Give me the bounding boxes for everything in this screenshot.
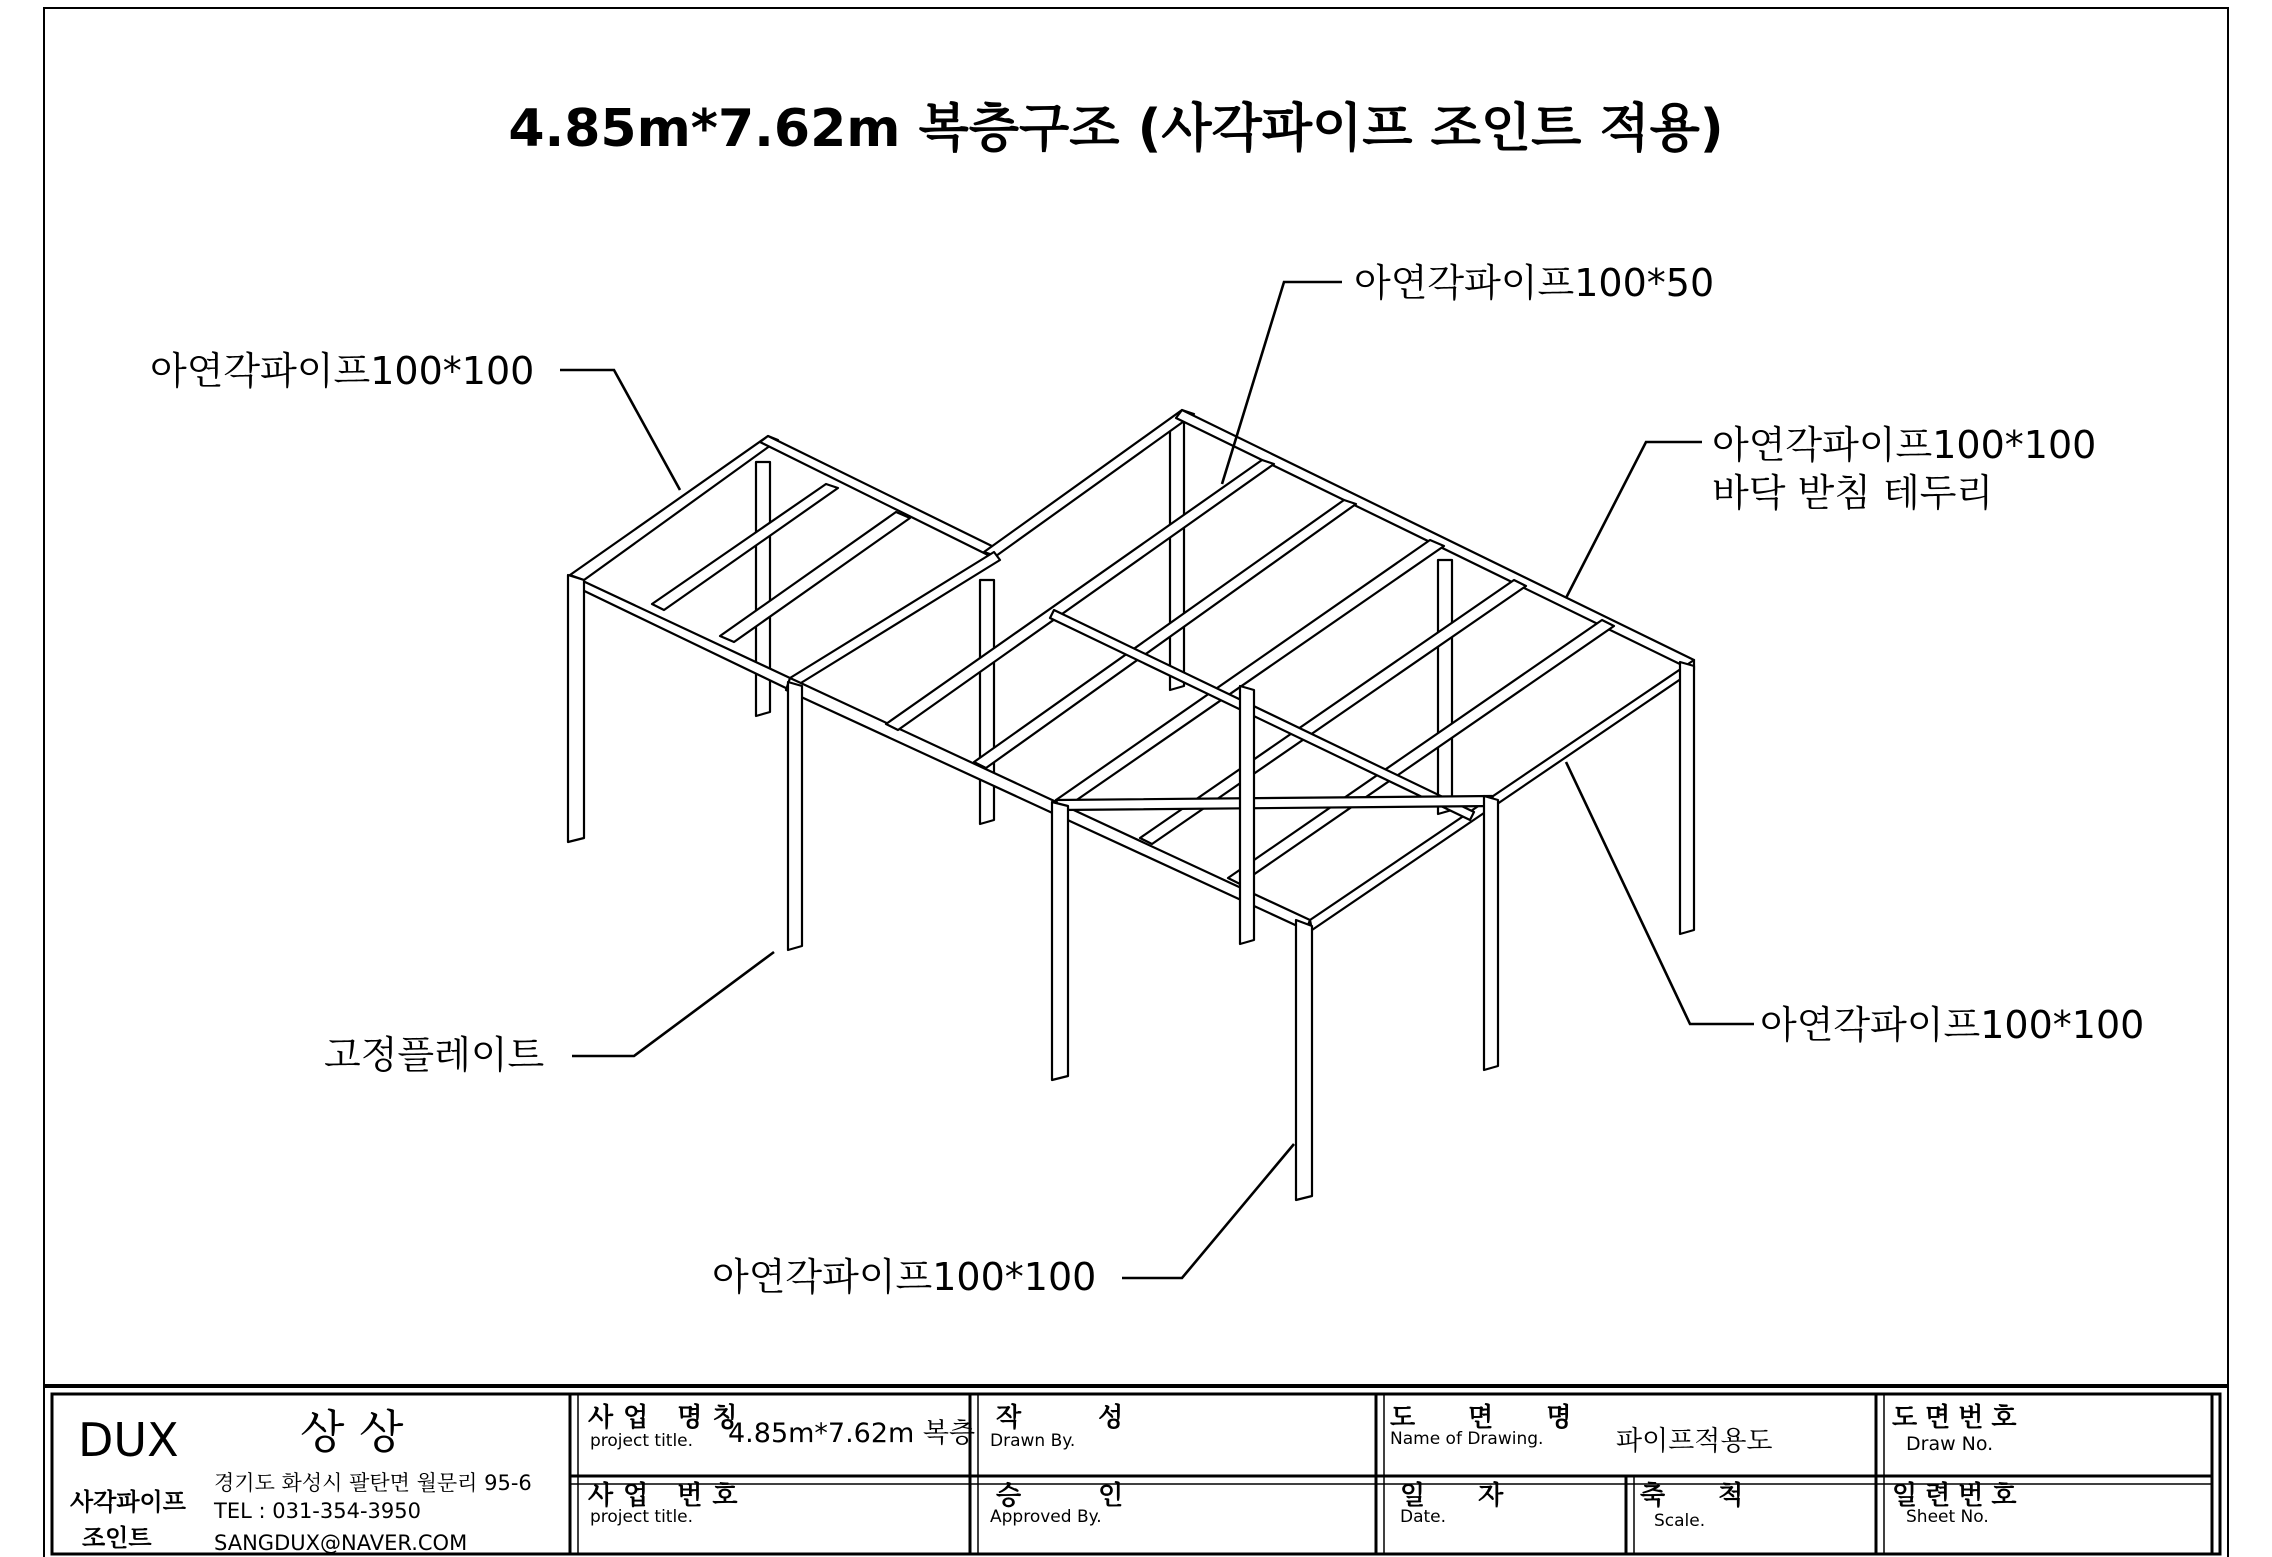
project-name-label-kr: 사업 명칭 <box>588 1403 748 1433</box>
company-product-line1: 사각파이프 <box>70 1488 186 1516</box>
sheet-no-label-en: Sheet No. <box>1906 1507 1989 1527</box>
date-label-en: Date. <box>1400 1507 1447 1527</box>
date-label-kr: 일 자 <box>1400 1481 1526 1511</box>
sheet-no-label-kr: 일련번호 <box>1892 1481 2025 1511</box>
company-product-line2: 조인트 <box>82 1524 152 1552</box>
project-name-value: 4.85m*7.62m 복층 <box>728 1418 976 1449</box>
scale-label-en: Scale. <box>1654 1511 1706 1531</box>
scale-label-kr: 축 척 <box>1640 1481 1766 1511</box>
drawn-label-en: Drawn By. <box>990 1431 1076 1451</box>
company-tel: TEL : 031-354-3950 <box>214 1499 421 1523</box>
project-no-label-en: project title. <box>590 1507 694 1527</box>
company-logo: DUX <box>78 1413 179 1467</box>
post-front-left <box>568 575 584 842</box>
company-address: 경기도 화성시 팔탄면 월문리 95-6 <box>214 1471 532 1495</box>
label-pipe-100x100-right-line2: 바닥 받침 테두리 <box>1712 471 1994 515</box>
project-no-label-kr: 사업 번호 <box>588 1481 748 1511</box>
post-back-right <box>1438 560 1452 814</box>
post-front-right <box>1296 920 1312 1200</box>
post-right-back <box>1680 662 1694 934</box>
drawing-name-value: 파이프적용도 <box>1616 1426 1773 1457</box>
drawing-name-label-en: Name of Drawing. <box>1390 1429 1544 1449</box>
drawing-title: 4.85m*7.62m 복층구조 (사각파이프 조인트 적용) <box>508 99 1724 159</box>
post-front-mid2 <box>1052 802 1068 1080</box>
post-front-mid1 <box>788 682 802 950</box>
post-mid-inner <box>1240 686 1254 944</box>
label-pipe-100x100-right-line1: 아연각파이프100*100 <box>1712 423 2097 467</box>
drawing-name-label-kr: 도 면 명 <box>1390 1403 1594 1433</box>
approved-label-kr: 승 인 <box>996 1481 1158 1511</box>
label-pipe-100x100-bottom: 아연각파이프100*100 <box>712 1255 1097 1299</box>
label-pipe-100x50: 아연각파이프100*50 <box>1354 261 1715 305</box>
label-pipe-100x100-right-lower: 아연각파이프100*100 <box>1760 1003 2145 1047</box>
label-fixed-plate: 고정플레이트 <box>324 1033 545 1077</box>
post-right-mid <box>1484 796 1498 1070</box>
company-name: 상 상 <box>300 1405 404 1459</box>
drawing-no-label-kr: 도면번호 <box>1892 1403 2025 1433</box>
label-pipe-100x100-top-left: 아연각파이프100*100 <box>150 349 535 393</box>
drawn-label-kr: 작 성 <box>996 1403 1158 1433</box>
post-back-mid2 <box>980 580 994 824</box>
post-back-mid <box>1170 420 1184 690</box>
company-email: SANGDUX@NAVER.COM <box>214 1531 468 1555</box>
project-name-label-en: project title. <box>590 1431 694 1451</box>
drawing-no-label-en: Draw No. <box>1906 1433 1994 1455</box>
approved-label-en: Approved By. <box>990 1507 1102 1527</box>
